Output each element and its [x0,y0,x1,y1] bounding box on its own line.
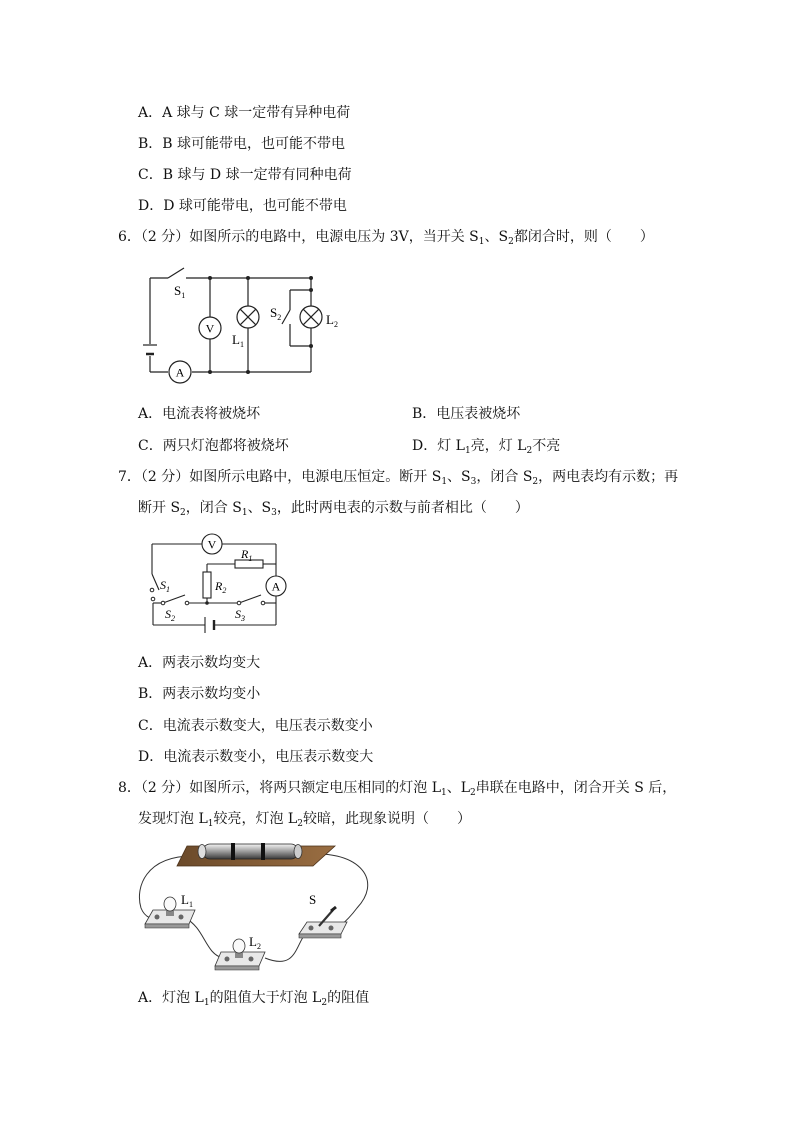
q7-stem-line2: 断开 $S_2$，闭合 $S_1$、$S_3$，此时两电表的示数与前者相比（ ） [138,500,529,518]
q6-stem: 6．（2 分）如图所示的电路中，电源电压为 3V，当开关 $S_1$、$S_2$都闭合时，则（ ） [118,229,654,247]
q7-option-d: D．电流表示数变小，电压表示数变大 [138,749,374,765]
q5-option-b: B．B 球可能带电，也可能不带电 [138,136,346,152]
q7-label-a: A [271,579,281,594]
q6-label-s2: $S_2$ [270,305,282,322]
q6-label-l2: $L_2$ [326,312,338,329]
q8-label-s: S [309,892,317,907]
q8-stem-line2: 发现灯泡 $L_1$较亮，灯泡 $L_2$较暗，此现象说明（ ） [138,811,471,829]
q6-circuit-diagram [140,262,340,388]
q8-label-l1: $L_1$ [181,892,193,909]
q7-resistor-r2-icon [203,572,211,598]
q8-stem-line1: 8．（2 分）如图所示，将两只额定电压相同的灯泡 $L_1$、$L_2$串联在电路中，闭合开关 S 后， [118,780,677,798]
q5-option-c: C．B 球与 D 球一定带有同种电荷 [138,167,352,183]
q7-circuit-diagram [145,532,290,640]
q6-label-a: A [175,365,185,380]
q7-option-b: B．两表示数均变小 [138,686,261,702]
q7-stem-line1: 7．（2 分）如图所示电路中，电源电压恒定。断开 $S_1$、$S_3$，闭合 $S_2$，两电表均有示数；再 [118,469,679,487]
q8-circuit-illustration [135,838,385,978]
q6-option-c: C．两只灯泡都将被烧坏 [138,438,289,454]
q7-option-c: C．电流表示数变大，电压表示数变小 [138,718,373,734]
q7-label-s3: $S_3$ [235,607,245,623]
q7-option-a: A．两表示数均变大 [138,655,261,671]
q6-option-d: D．灯 $L_1$亮，灯 $L_2$不亮 [412,438,561,456]
q8-battery-icon [198,843,302,860]
q6-lamp-l1-icon [237,306,259,328]
q6-label-s1: $S_1$ [174,283,186,300]
q6-option-b: B．电压表被烧坏 [412,406,521,422]
q7-label-v: V [207,537,217,552]
q7-label-r2: $R_2$ [215,579,227,595]
q8-label-l2: $L_2$ [249,934,261,951]
q6-label-l1: $L_1$ [232,332,244,349]
q6-lamp-l2-icon [300,306,322,328]
q7-label-r1: $R_1$ [241,547,253,563]
q6-option-a: A．电流表将被烧坏 [138,406,261,422]
q8-option-a: A．灯泡 $L_1$的阻值大于灯泡 $L_2$的阻值 [138,990,370,1008]
q7-label-s1: $S_1$ [160,578,170,594]
q8-switch-icon [299,907,347,938]
q6-label-v: V [205,321,215,336]
q7-label-s2: $S_2$ [165,607,175,623]
q5-option-d: D．D 球可能带电，也可能不带电 [138,198,347,214]
q5-option-a: A．A 球与 C 球一定带有异种电荷 [138,105,351,121]
